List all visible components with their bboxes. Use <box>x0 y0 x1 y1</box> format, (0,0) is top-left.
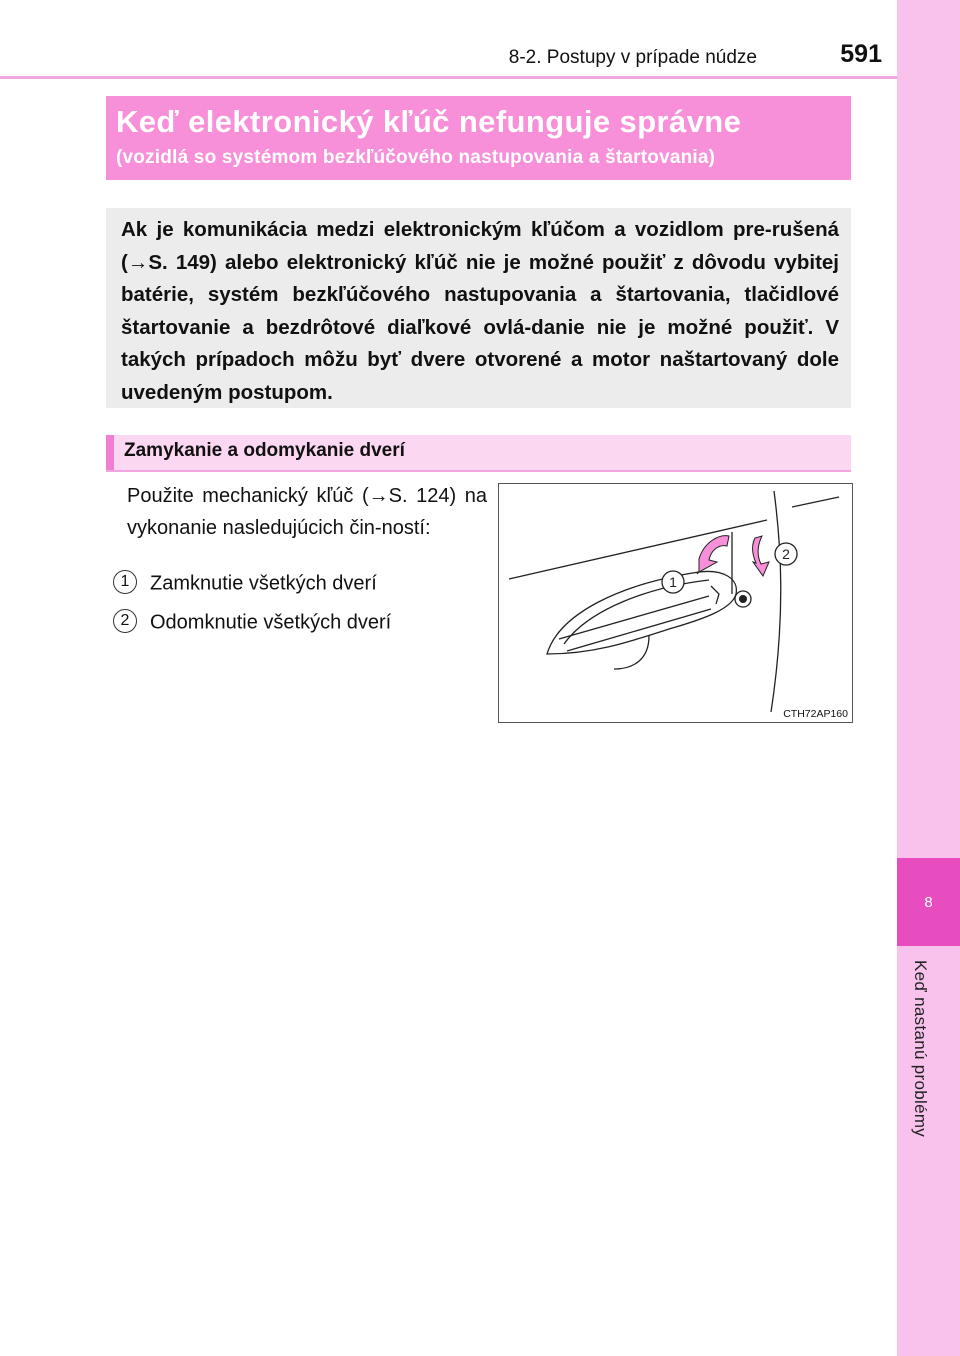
step-text: Zamknutie všetkých dverí <box>150 572 377 595</box>
step-item <box>113 572 377 596</box>
svg-text:2: 2 <box>782 546 790 562</box>
chapter-side-tab <box>897 0 960 1356</box>
page-title: Keď elektronický kľúč nefunguje správne <box>116 104 742 139</box>
step-number-badge: 2 <box>113 609 137 633</box>
page-subtitle: (vozidlá so systémom bezkľúčového nastupovania a štartovania) <box>116 147 716 168</box>
lock-arrow-icon <box>699 536 729 572</box>
header-divider <box>0 76 897 79</box>
callout-2 <box>775 543 797 565</box>
section-accent <box>106 435 114 470</box>
step-number-badge: 1 <box>113 570 137 594</box>
section-header <box>106 435 851 472</box>
title-banner <box>106 96 851 180</box>
section-heading: 8-2. Postupy v prípade núdze <box>508 47 757 68</box>
chapter-number: 8 <box>897 858 960 946</box>
intro-text: Ak je komunikácia medzi elektronickým kľúčom a vozidlom pre-rušená (→S. 149) alebo elektronický kľúč nie je možné použiť z dôvodu vybitej batérie, systém bezkľúčového nastupovania a štartovania, tlačidlové štartovanie a bezdrôtové diaľkové ovlá-danie nie je možné použiť. V takých prípadoch môžu byť dvere otvorené a motor naštartovaný dole uvedeným postupom. <box>121 218 839 404</box>
chapter-title: Keď nastanú problémy <box>911 960 930 1138</box>
intro-box <box>106 208 851 408</box>
page-header <box>0 0 897 80</box>
door-handle-illustration <box>498 483 853 723</box>
svg-text:1: 1 <box>669 574 677 590</box>
step-text: Odomknutie všetkých dverí <box>150 611 392 634</box>
callout-1 <box>662 571 684 593</box>
unlock-arrow-icon <box>752 536 769 576</box>
step-item <box>113 611 391 635</box>
section-body: Použite mechanický kľúč (→S. 124) na vykonanie nasledujúcich čin-ností: <box>127 485 487 539</box>
page-number: 591 <box>840 40 882 68</box>
figure-code: CTH72AP160 <box>783 708 848 720</box>
section-title: Zamykanie a odomykanie dverí <box>124 440 405 461</box>
door-handle-drawing <box>499 484 852 722</box>
